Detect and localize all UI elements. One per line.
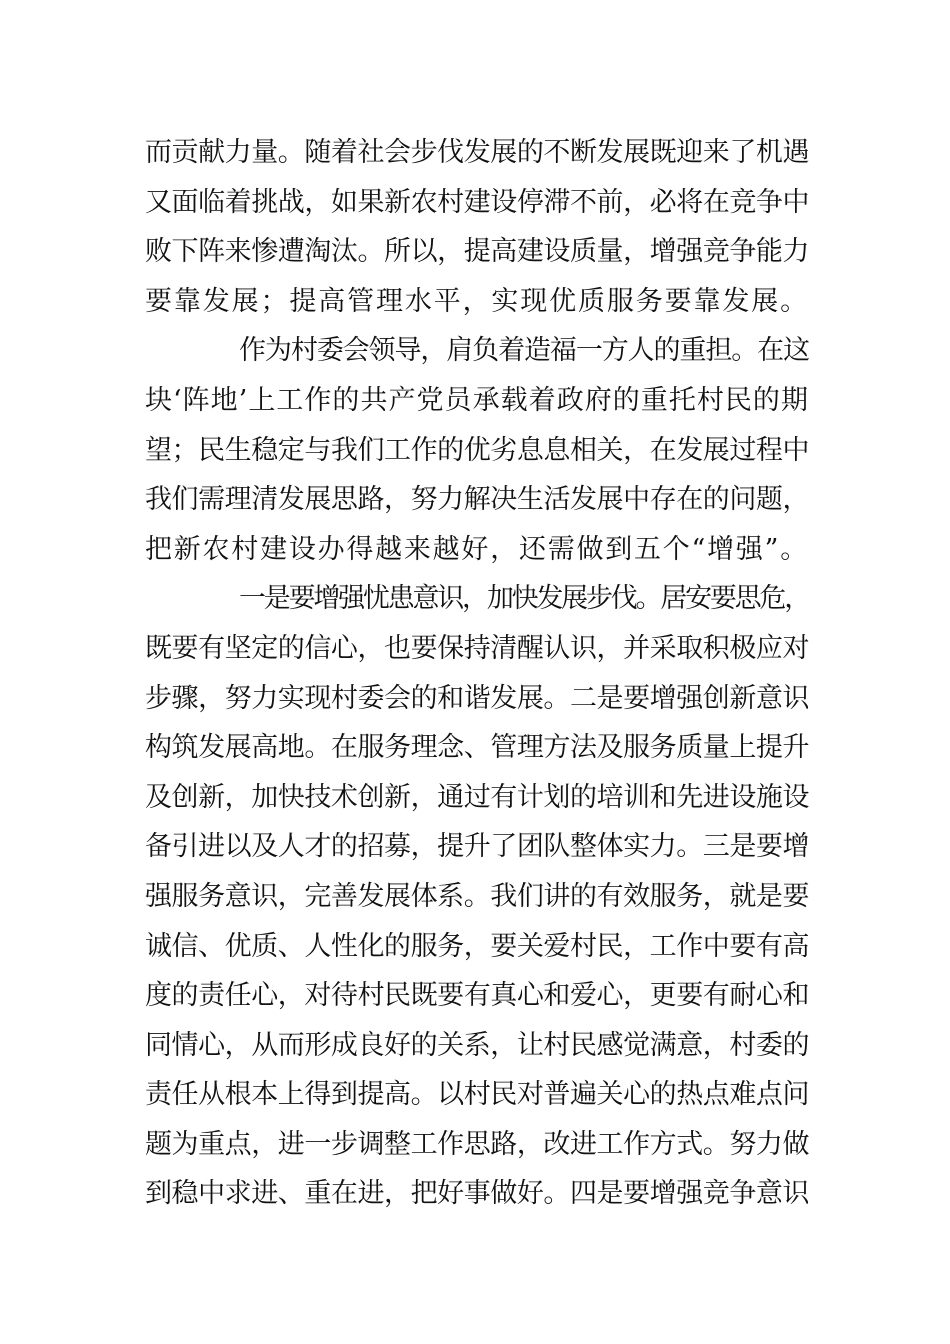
text-line: 既要有坚定的信心，也要保持清醒认识，并采取积极应对 bbox=[145, 632, 809, 664]
text-line: 要靠发展；提高管理水平，实现优质服务要靠发展。 bbox=[145, 285, 809, 317]
text-line: 度的责任心，对待村民既要有真心和爱心，更要有耐心和 bbox=[145, 980, 809, 1012]
text-line: 又面临着挑战，如果新农村建设停滞不前，必将在竞争中 bbox=[145, 186, 809, 218]
text-line: 而贡献力量。随着社会步伐发展的不断发展既迎来了机遇 bbox=[145, 137, 809, 168]
text-line: 题为重点，进一步调整工作思路，改进工作方式。努力做 bbox=[145, 1128, 809, 1160]
text-line: 到稳中求进、重在进，把好事做好。四是要增强竞争意识 bbox=[145, 1178, 809, 1210]
text-line: 及创新，加快技术创新，通过有计划的培训和先进设施设 bbox=[145, 781, 809, 813]
text-line: 我们需理清发展思路，努力解决生活发展中存在的问题， bbox=[145, 484, 809, 516]
text-line: 备引进以及人才的招募，提升了团队整体实力。三是要增 bbox=[145, 831, 809, 863]
text-line: 步骤，努力实现村委会的和谐发展。二是要增强创新意识 bbox=[145, 682, 809, 714]
text-line: 把新农村建设办得越来越好，还需做到五个“增强”。 bbox=[145, 533, 809, 565]
text-line: 作为村委会领导，肩负着造福一方人的重担。在这 bbox=[239, 335, 809, 367]
text-line: 构筑发展高地。在服务理念、管理方法及服务质量上提升 bbox=[145, 732, 809, 764]
text-line: 诚信、优质、人性化的服务，要关爱村民，工作中要有高 bbox=[145, 930, 809, 962]
text-line: 望；民生稳定与我们工作的优劣息息相关，在发展过程中 bbox=[145, 434, 809, 466]
text-line: 块‘阵地’上工作的共产党员承载着政府的重托村民的期 bbox=[145, 384, 809, 416]
text-line: 责任从根本上得到提高。以村民对普遍关心的热点难点问 bbox=[145, 1079, 809, 1111]
text-line: 败下阵来惨遭淘汰。所以，提高建设质量，增强竞争能力 bbox=[145, 236, 809, 268]
text-line: 一是要增强忧患意识，加快发展步伐。居安要思危， bbox=[239, 583, 809, 615]
text-line: 同情心，从而形成良好的关系，让村民感觉满意，村委的 bbox=[145, 1029, 809, 1061]
body-text bbox=[145, 128, 809, 1219]
text-line: 强服务意识，完善发展体系。我们讲的有效服务，就是要 bbox=[145, 880, 809, 912]
